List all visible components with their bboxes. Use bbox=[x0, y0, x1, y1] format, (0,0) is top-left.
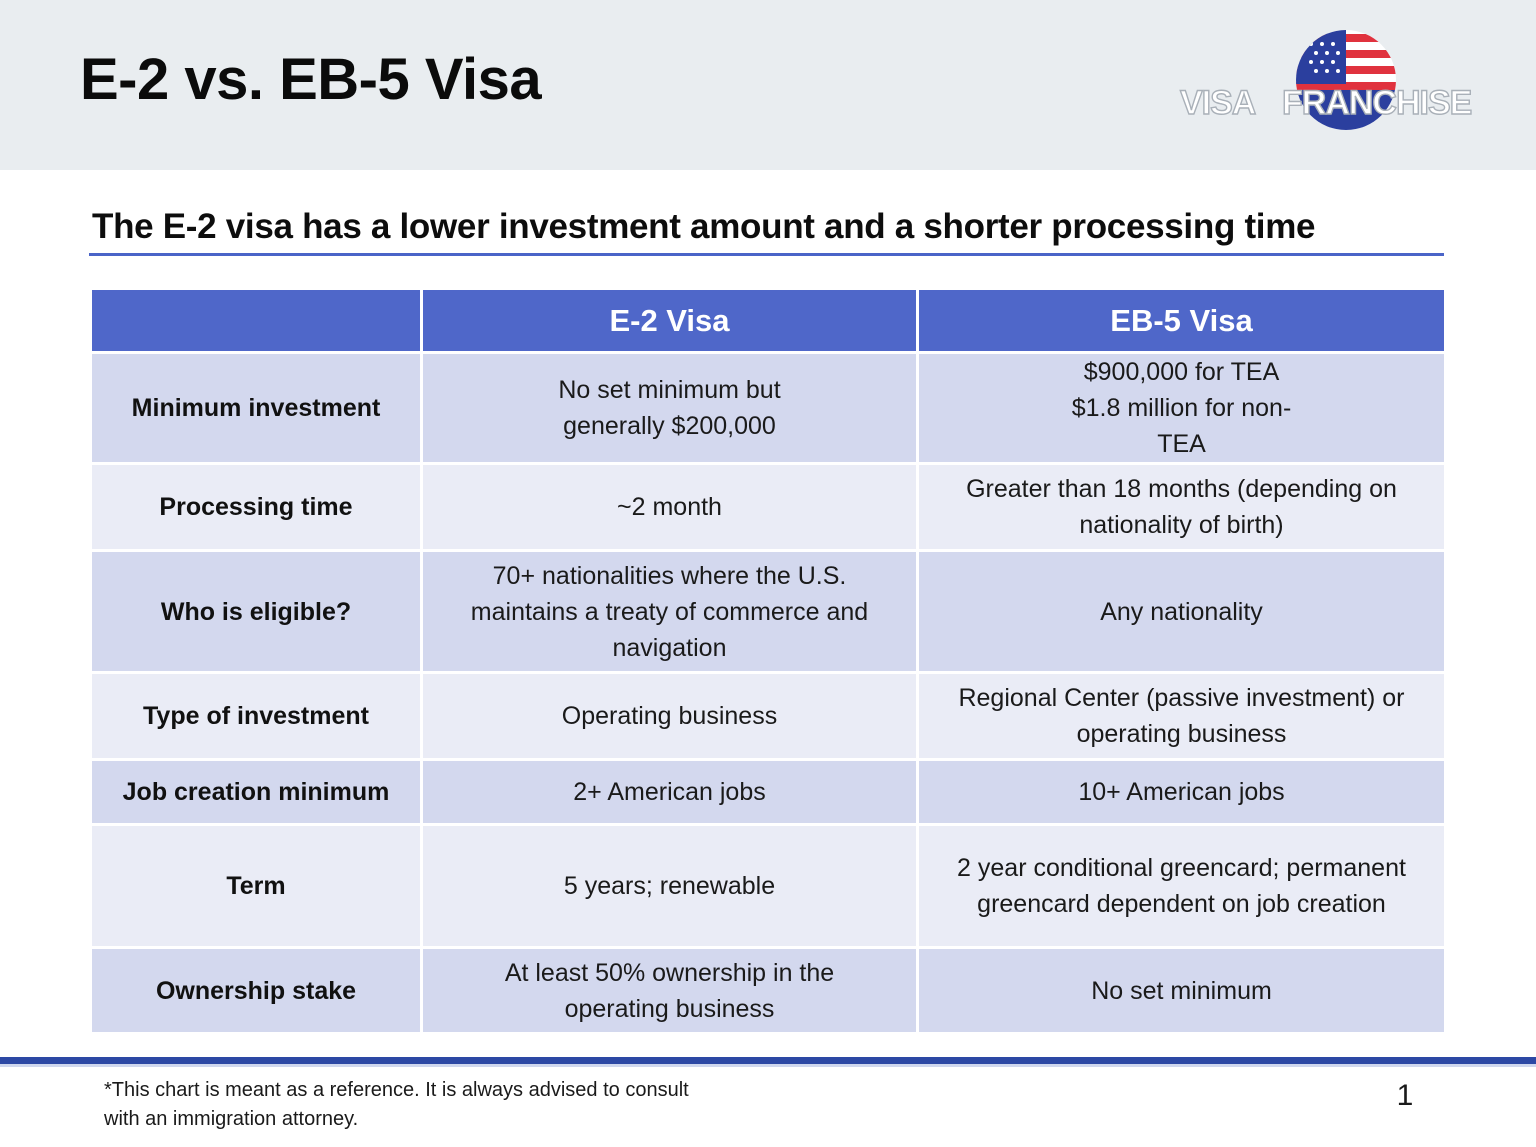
eb5-cell: 2 year conditional greencard; permanent greencard dependent on job creation bbox=[918, 825, 1446, 948]
e2-cell: ~2 month bbox=[422, 464, 918, 551]
table-row-ownership-stake bbox=[91, 948, 1446, 1034]
logo-text-visa: VISA bbox=[1180, 84, 1256, 122]
table-row-processing-time bbox=[91, 464, 1446, 551]
e2-cell: No set minimum but generally $200,000 bbox=[422, 353, 918, 464]
e2-cell: Operating business bbox=[422, 673, 918, 760]
eb5-cell: Any nationality bbox=[918, 551, 1446, 673]
visa-franchise-logo bbox=[1176, 28, 1516, 136]
footnote-disclaimer: *This chart is meant as a reference. It is always advised to consult with an immigration attorney. bbox=[104, 1079, 689, 1130]
eb5-cell: Greater than 18 months (depending on nationality of birth) bbox=[918, 464, 1446, 551]
table-row-who-is-eligible bbox=[91, 551, 1446, 673]
table-row-term bbox=[91, 825, 1446, 948]
row-label: Ownership stake bbox=[91, 948, 422, 1034]
row-label: Processing time bbox=[91, 464, 422, 551]
e2-cell: At least 50% ownership in the operating business bbox=[422, 948, 918, 1034]
header-cell-e2: E-2 Visa bbox=[422, 289, 918, 353]
footer-divider bbox=[0, 1057, 1536, 1064]
subtitle-underline bbox=[89, 253, 1444, 256]
header-cell-empty bbox=[91, 289, 422, 353]
table-row-job-creation-minimum bbox=[91, 760, 1446, 825]
eb5-cell: Regional Center (passive investment) or operating business bbox=[918, 673, 1446, 760]
row-label: Term bbox=[91, 825, 422, 948]
page-number: 1 bbox=[1396, 1079, 1414, 1112]
row-label: Type of investment bbox=[91, 673, 422, 760]
slide-subtitle: The E-2 visa has a lower investment amount and a shorter processing time bbox=[92, 207, 1316, 246]
logo-text-franchise: FRANCHISE bbox=[1282, 84, 1472, 122]
eb5-cell: 10+ American jobs bbox=[918, 760, 1446, 825]
page-title: E-2 vs. EB-5 Visa bbox=[80, 47, 542, 112]
eb5-cell: $900,000 for TEA $1.8 million for non-TEA bbox=[918, 353, 1446, 464]
e2-cell: 70+ nationalities where the U.S. maintains a treaty of commerce and navigation bbox=[422, 551, 918, 673]
row-label: Job creation minimum bbox=[91, 760, 422, 825]
table-row-minimum-investment bbox=[91, 353, 1446, 464]
eb5-cell: No set minimum bbox=[918, 948, 1446, 1034]
e2-cell: 2+ American jobs bbox=[422, 760, 918, 825]
header-cell-eb5: EB-5 Visa bbox=[918, 289, 1446, 353]
row-label: Who is eligible? bbox=[91, 551, 422, 673]
slide-header bbox=[0, 0, 1536, 170]
table-row-type-of-investment bbox=[91, 673, 1446, 760]
footer-divider-accent bbox=[0, 1064, 1536, 1067]
row-label: Minimum investment bbox=[91, 353, 422, 464]
e2-cell: 5 years; renewable bbox=[422, 825, 918, 948]
comparison-table bbox=[89, 287, 1447, 1035]
table-header-row bbox=[91, 289, 1446, 353]
